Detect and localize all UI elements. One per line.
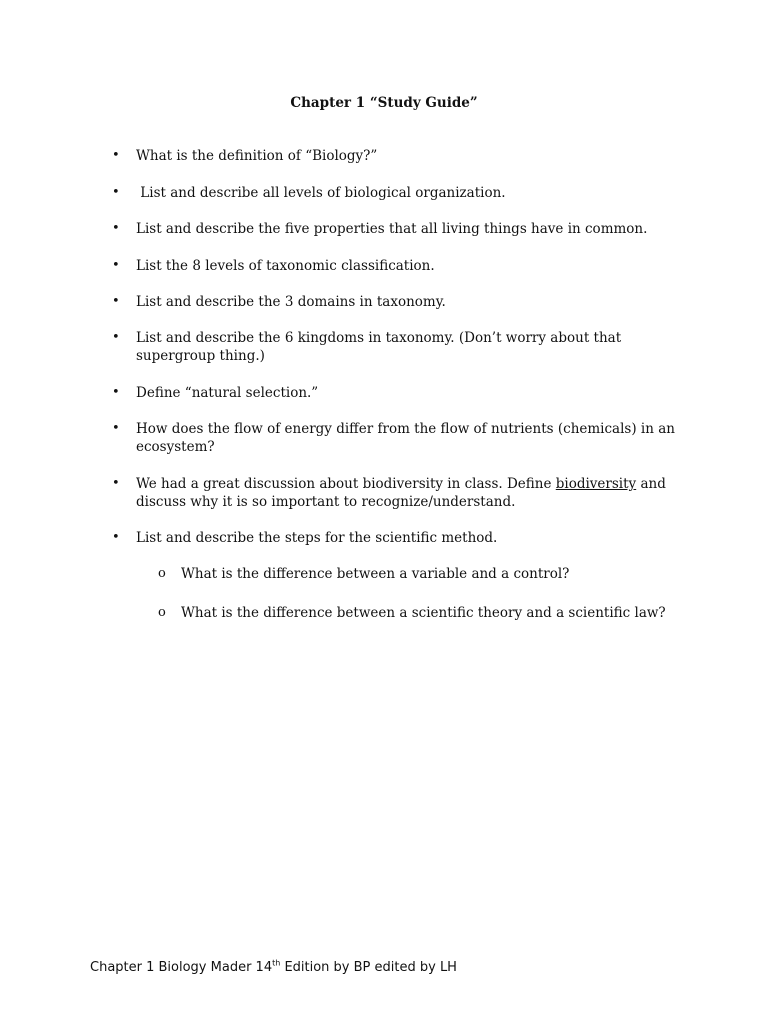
bullet-icon: • (112, 148, 120, 163)
list-item (112, 293, 681, 311)
list-item-text: List and describe all levels of biological organization. (136, 185, 506, 201)
footer-text-before: Chapter 1 Biology Mader 14 (90, 960, 273, 975)
footer-superscript: th (272, 958, 281, 968)
bullet-icon: • (112, 294, 120, 309)
list-item (112, 257, 681, 275)
list-item (112, 475, 681, 511)
bullet-icon: • (112, 530, 120, 545)
bullet-icon: • (112, 221, 120, 236)
list-item-text-after: and discuss why it is so important to recognize/understand. (136, 476, 666, 510)
list-item (112, 147, 681, 165)
list-item-text: List and describe the 6 kingdoms in taxonomy. (Don’t worry about that supergroup thing.) (136, 330, 622, 364)
circle-bullet-icon: o (158, 605, 166, 620)
bullet-icon: • (112, 476, 120, 491)
bullet-icon: • (112, 185, 120, 200)
list-item (112, 420, 681, 456)
sub-list-item (158, 604, 701, 622)
list-item-text: List the 8 levels of taxonomic classification. (136, 258, 435, 274)
document-title: Chapter 1 “Study Guide” (290, 95, 478, 111)
bullet-icon: • (112, 421, 120, 436)
list-item (112, 220, 681, 238)
bullet-icon: • (112, 385, 120, 400)
list-item-text: Define “natural selection.” (136, 385, 319, 401)
list-item (112, 384, 681, 402)
bullet-icon: • (112, 330, 120, 345)
list-item-text: List and describe the steps for the scientific method. (136, 530, 498, 546)
list-item-text-before: We had a great discussion about biodiversity in class. Define (136, 476, 556, 492)
list-item-text: List and describe the 3 domains in taxonomy. (136, 294, 446, 310)
bullet-icon: • (112, 258, 120, 273)
list-item (112, 184, 681, 202)
sub-list-item-text: What is the difference between a variable and a control? (181, 566, 570, 582)
circle-bullet-icon: o (158, 566, 166, 581)
list-item-text: List and describe the five properties that all living things have in common. (136, 221, 648, 237)
sub-list-item (158, 565, 701, 583)
list-item (112, 329, 681, 365)
page-footer (90, 960, 457, 975)
list-item (112, 529, 681, 547)
sub-list-item-text: What is the difference between a scientific theory and a scientific law? (181, 605, 666, 621)
list-item-text: How does the flow of energy differ from the flow of nutrients (chemicals) in an ecosystem? (136, 421, 675, 455)
list-item-text: What is the definition of “Biology?” (136, 148, 378, 164)
underlined-term: biodiversity (555, 476, 637, 492)
footer-text-after: Edition by BP edited by LH (280, 960, 457, 975)
